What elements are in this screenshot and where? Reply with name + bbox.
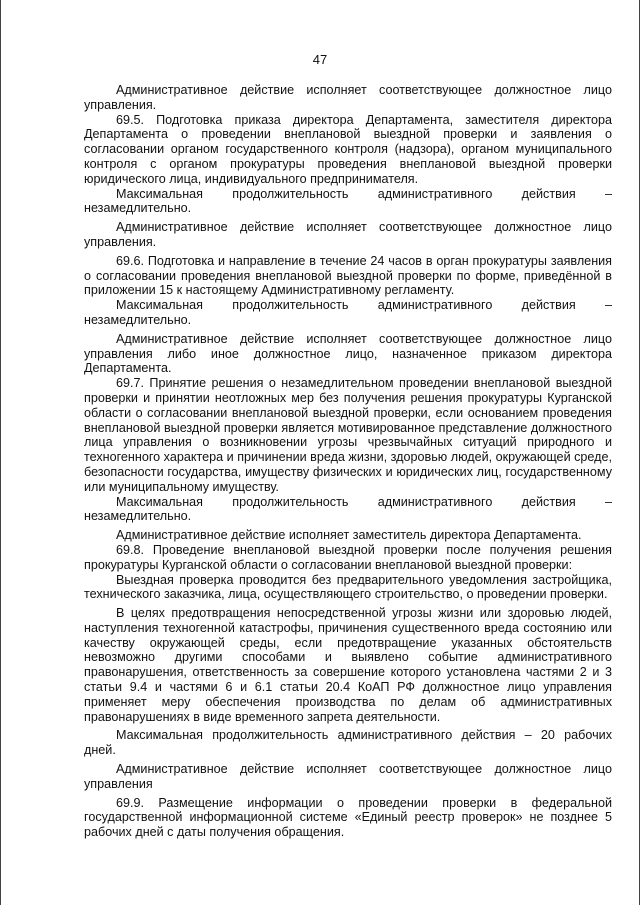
document-body — [84, 83, 612, 840]
paragraph: Максимальная продолжительность административного действия – — [116, 298, 612, 313]
paragraph: 69.5. Подготовка приказа директора Департамента, заместителя директора Департамента о проведении внеплановой выездной проверки и заявления о согласовании органом государственного контроля (надзора), органом муниципального контроля с органом прокуратуры проведения внеплановой выездной проверки юридического лица, индивидуального предпринимателя. — [84, 112, 612, 186]
paragraph: 69.6. Подготовка и направление в течение 24 часов в орган прокуратуры заявления о согласовании проведения внеплановой выездной проверки по форме, приведённой в приложении 15 к настоящему Административному регламенту. — [84, 253, 612, 298]
paragraph: Административное действие исполняет соответствующее должностное лицо управления либо иное должностное лицо, назначенное приказом директора Департамента. — [84, 331, 612, 376]
paragraph: незамедлительно. — [84, 312, 192, 327]
paragraph: Административное действие исполняет соответствующее должностное лицо управления. — [84, 220, 612, 249]
paragraph: Административное действие исполняет соответствующее должностное лицо управления. — [84, 83, 612, 112]
paragraph: Максимальная продолжительность административного действия – 20 рабочих дней. — [84, 728, 612, 758]
page-number: 47 — [312, 52, 328, 67]
paragraph: Максимальная продолжительность административного действия – — [116, 494, 612, 509]
paragraph: незамедлительно. — [84, 201, 192, 216]
paragraph: Административное действие исполняет заместитель директора Департамента. — [116, 528, 582, 543]
paragraph: В целях предотвращения непосредственной угрозы жизни или здоровью людей, наступления техногенной катастрофы, причинения существенного вреда состоянию или качеству окружающей среды, если предотвращение указанных обстоятельств невозможно другими способами и выявлено событие административного правонарушения, ответственность за совершение которого установлена частями 2 и 3 статьи 9.4 и частями 6 и 6.1 статьи 20.4 КоАП РФ должностное лицо управления применяет меру обеспечения производства по делам об административных правонарушениях в виде временного запрета деятельности. — [84, 606, 612, 724]
paragraph: Выездная проверка проводится без предварительного уведомления застройщика, технического заказчика, лица, осуществляющего строительство, о проведении проверки. — [84, 572, 612, 602]
paragraph: 69.7. Принятие решения о незамедлительном проведении внеплановой выездной проверки и принятии неотложных мер без получения решения прокуратуры Курганской области о согласовании внеплановой выездной проверки, если основанием проведения внеплановой выездной проверки является мотивированное представление должностного лица управления о возникновении угрозы чрезвычайных ситуаций природного и техногенного характера и причинении вреда жизни, здоровью людей, окружающей среде, безопасности государства, имуществу физических и юридических лиц, государственному или муниципальному имуществу. — [84, 376, 612, 494]
paragraph: 69.8. Проведение внеплановой выездной проверки после получения решения прокуратуры Курганской области о согласовании внеплановой выездной проверки: — [84, 542, 612, 572]
paragraph: Административное действие исполняет соответствующее должностное лицо управления — [84, 762, 612, 791]
paragraph: 69.9. Размещение информации о проведении проверки в федеральной государственной информационной системе «Единый реестр проверок» не позднее 5 рабочих дней с даты получения обращения. — [84, 795, 612, 840]
paragraph: Максимальная продолжительность административного действия – — [116, 186, 612, 201]
paragraph: незамедлительно. — [84, 509, 192, 524]
